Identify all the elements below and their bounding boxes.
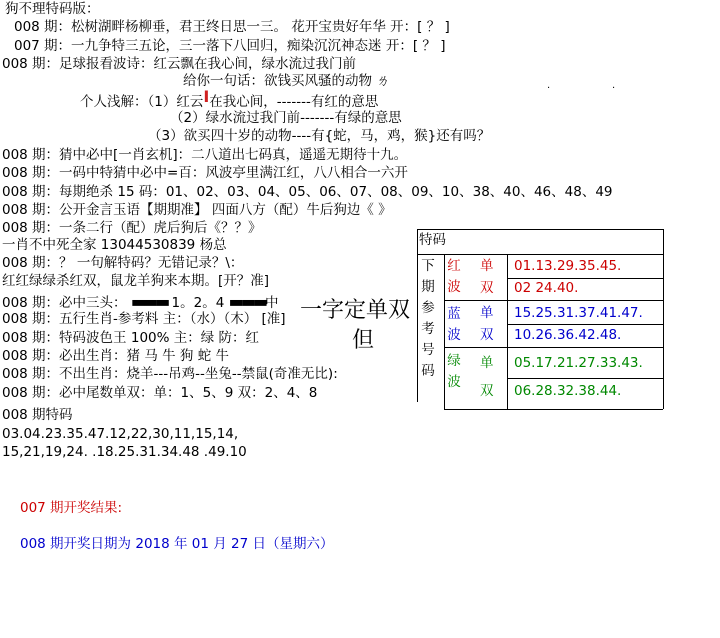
result-title: 007 期开奖结果: xyxy=(20,500,123,516)
text-cursor-icon: I xyxy=(203,87,210,106)
line-008-l: 008 期：必出生肖：猪 马 牛 狗 蛇 牛 xyxy=(2,348,230,364)
green-odd-type: 单 xyxy=(480,355,494,371)
blue-even-type: 双 xyxy=(480,327,494,343)
line-007: 007 期：一九争特三五论，三一落下八回归，痴染沉沉神态迷 开：[ ？ ] xyxy=(14,38,446,54)
stray-dot: · xyxy=(547,83,551,94)
group-red-label: 红波 xyxy=(447,258,461,295)
page-header: 狗不理特码版： xyxy=(5,1,100,17)
line-008-d: 008 期：一码中特猜中必中=百：风波亭里满江红，八八相合一六开 xyxy=(2,165,408,181)
big-text-2: 但 xyxy=(352,328,375,353)
gift-mark: ㄌ xyxy=(376,73,390,89)
green-odd-numbers: 05.17.21.27.33.43. xyxy=(514,355,643,371)
line-xiao: 一肖不中死全家 13044530839 杨总 xyxy=(2,237,227,253)
big-text-1: 一字定单双 xyxy=(300,298,411,323)
draw-date: 008 期开奖日期为 2018 年 01 月 27 日（星期六） xyxy=(20,536,334,552)
stray-dot: · xyxy=(612,83,616,94)
green-even-numbers: 06.28.32.38.44. xyxy=(514,383,622,399)
table-side-label: 下期参考号码 xyxy=(421,258,435,379)
numbers-line-2: 15,21,19,24. .18.25.31.34.48 .49.10 xyxy=(2,444,247,460)
line-008-i-nums: 1。2。4 xyxy=(171,295,225,311)
line-008-n: 008 期：必中尾数单双：单：1、5、9 双：2、4、8 xyxy=(2,385,318,401)
line-008-o: 008 期特码 xyxy=(2,407,73,423)
line-008-k: 008 期：特码波色王 100% 主：绿 防：红 xyxy=(2,330,260,346)
personal-text: 个人浅解：（1）红云 xyxy=(80,94,204,110)
line-008-f: 008 期：公开金言玉语【期期准】 四面八方（配）牛后狗边《 》 xyxy=(2,202,392,218)
line-hong: 红红绿绿杀红双，鼠龙羊狗来本期。[开？准] xyxy=(2,273,270,289)
line-008-h: 008 期：？ 一句解特码？无错记录？\： xyxy=(2,255,244,271)
blue-even-numbers: 10.26.36.42.48. xyxy=(514,327,622,343)
personal-rest: 在我心间，-------有红的意思 xyxy=(209,94,379,110)
red-even-type: 双 xyxy=(480,280,494,296)
line-008-j-text: 008 期：五行生肖-参考料 主：（水）（木） xyxy=(2,311,258,327)
table-header: 特码 xyxy=(419,232,446,248)
bars-icon: ▬▬▬ xyxy=(228,292,265,311)
gift-line xyxy=(183,72,390,91)
line-008-c: 008 期：猜中必中[一肖玄机]：二八道出七码真，遥遥无期待十九。 xyxy=(2,147,408,163)
personal-p2: （2）绿水流过我门前-------有绿的意思 xyxy=(170,110,402,126)
red-even-numbers: 02 24.40. xyxy=(514,280,579,296)
bars-icon: ▬▬▬ xyxy=(130,292,168,311)
line-008-b: 008 期：足球报看波诗：红云飘在我心间，绿水流过我门前 xyxy=(2,56,357,72)
line-008-i-end: 中 xyxy=(264,295,279,311)
gift-text: 给你一句话：欲钱买风骚的动物 xyxy=(183,73,372,89)
line-008-a: 008 期：松树湖畔杨柳垂，君王终日思一三。 花开宝贵好年华 开：[ ？ ] xyxy=(14,19,450,35)
line-008-e: 008 期：每期绝杀 15 码：01、02、03、04、05、06、07、08、09、10、38、40、46、48、49 xyxy=(2,184,613,200)
blue-odd-type: 单 xyxy=(480,305,494,321)
line-008-j xyxy=(2,310,286,329)
line-008-j-tag: [准] xyxy=(261,311,286,327)
red-odd-type: 单 xyxy=(480,258,494,274)
blue-odd-numbers: 15.25.31.37.41.47. xyxy=(514,305,643,321)
line-008-i-label: 008 期：必中三头： xyxy=(2,295,127,311)
group-green-label: 绿波 xyxy=(447,353,461,390)
red-odd-numbers: 01.13.29.35.45. xyxy=(514,258,622,274)
green-even-type: 双 xyxy=(480,383,494,399)
numbers-line-1: 03.04.23.35.47.12,22,30,11,15,14, xyxy=(2,426,239,442)
line-008-g: 008 期：一条二行（配）虎后狗后《？？》 xyxy=(2,220,262,236)
personal-p3: （3）欲买四十岁的动物----有{蛇，马，鸡，猴}还有吗？ xyxy=(148,128,491,144)
line-008-m: 008 期：不出生肖：烧羊---吊鸡--坐兔--禁鼠(奇准无比): xyxy=(2,366,338,382)
group-blue-label: 蓝波 xyxy=(447,306,461,343)
